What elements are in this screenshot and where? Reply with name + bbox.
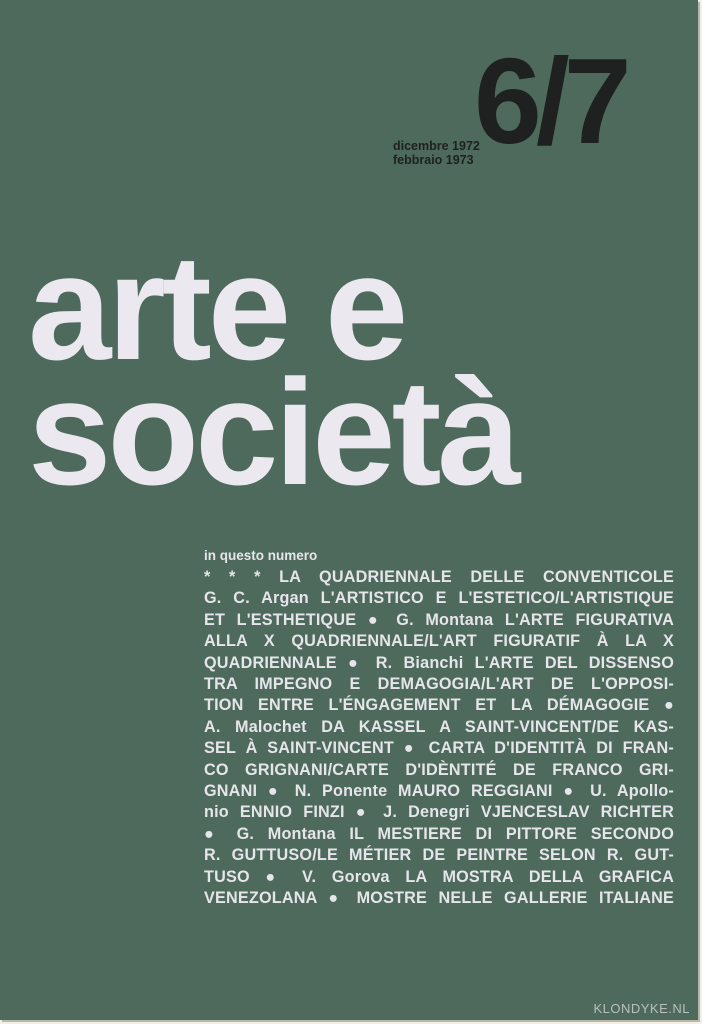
- issue-dates: [393, 139, 480, 167]
- toc-line: ● G. Montana IL MESTIERE DI PITTORE SECONDO: [204, 824, 674, 843]
- toc-line: GNANI ● N. Ponente MAURO REGGIANI ● U. Apollo-: [204, 782, 674, 801]
- magazine-title-line-2: società: [28, 348, 517, 516]
- toc-line: nio ENNIO FINZI ● J. Denegri VJENCESLAV RICHTER: [204, 803, 674, 822]
- toc-line: TION ENTRE L'ÉNGAGEMENT ET LA DÉMAGOGIE ●: [204, 696, 674, 715]
- issue-date-end: febbraio 1973: [393, 153, 474, 167]
- toc-line: G. C. Argan L'ARTISTICO E L'ESTETICO/L'ARTISTIQUE: [204, 589, 674, 608]
- toc-line: VENEZOLANA ● MOSTRE NELLE GALLERIE ITALIANE: [204, 889, 674, 908]
- table-of-contents: [204, 546, 674, 910]
- toc-line: CO GRIGNANI/CARTE D'IDÈNTITÉ DE FRANCO GRI-: [204, 760, 674, 779]
- toc-line: ALLA X QUADRIENNALE/L'ART FIGURATIF À LA X: [204, 632, 674, 651]
- issue-date-start: dicembre 1972: [393, 139, 480, 153]
- toc-line: SEL À SAINT-VINCENT ● CARTA D'IDENTITÀ DI FRAN-: [204, 739, 674, 758]
- toc-line: * * * LA QUADRIENNALE DELLE CONVENTICOLE: [204, 568, 674, 586]
- toc-line: R. GUTTUSO/LE MÉTIER DE PEINTRE SELON R. GUT-: [204, 846, 674, 865]
- magazine-title-line-1: arte e: [28, 223, 405, 391]
- toc-line: QUADRIENNALE ● R. Bianchi L'ARTE DEL DISSENSO: [204, 653, 674, 672]
- toc-line: ET L'ESTHETIQUE ● G. Montana L'ARTE FIGURATIVA: [204, 610, 674, 629]
- toc-line: TRA IMPEGNO E DEMAGOGIA/L'ART DE L'OPPOSI-: [204, 675, 674, 694]
- toc-line: TUSO ● V. Gorova LA MOSTRA DELLA GRAFICA: [204, 867, 674, 886]
- toc-line: A. Malochet DA KASSEL A SAINT-VINCENT/DE KAS-: [204, 717, 674, 736]
- contents-heading: in questo numero: [204, 548, 318, 563]
- issue-number: 6/7: [474, 33, 626, 169]
- watermark: KLONDYKE.NL: [593, 1001, 690, 1016]
